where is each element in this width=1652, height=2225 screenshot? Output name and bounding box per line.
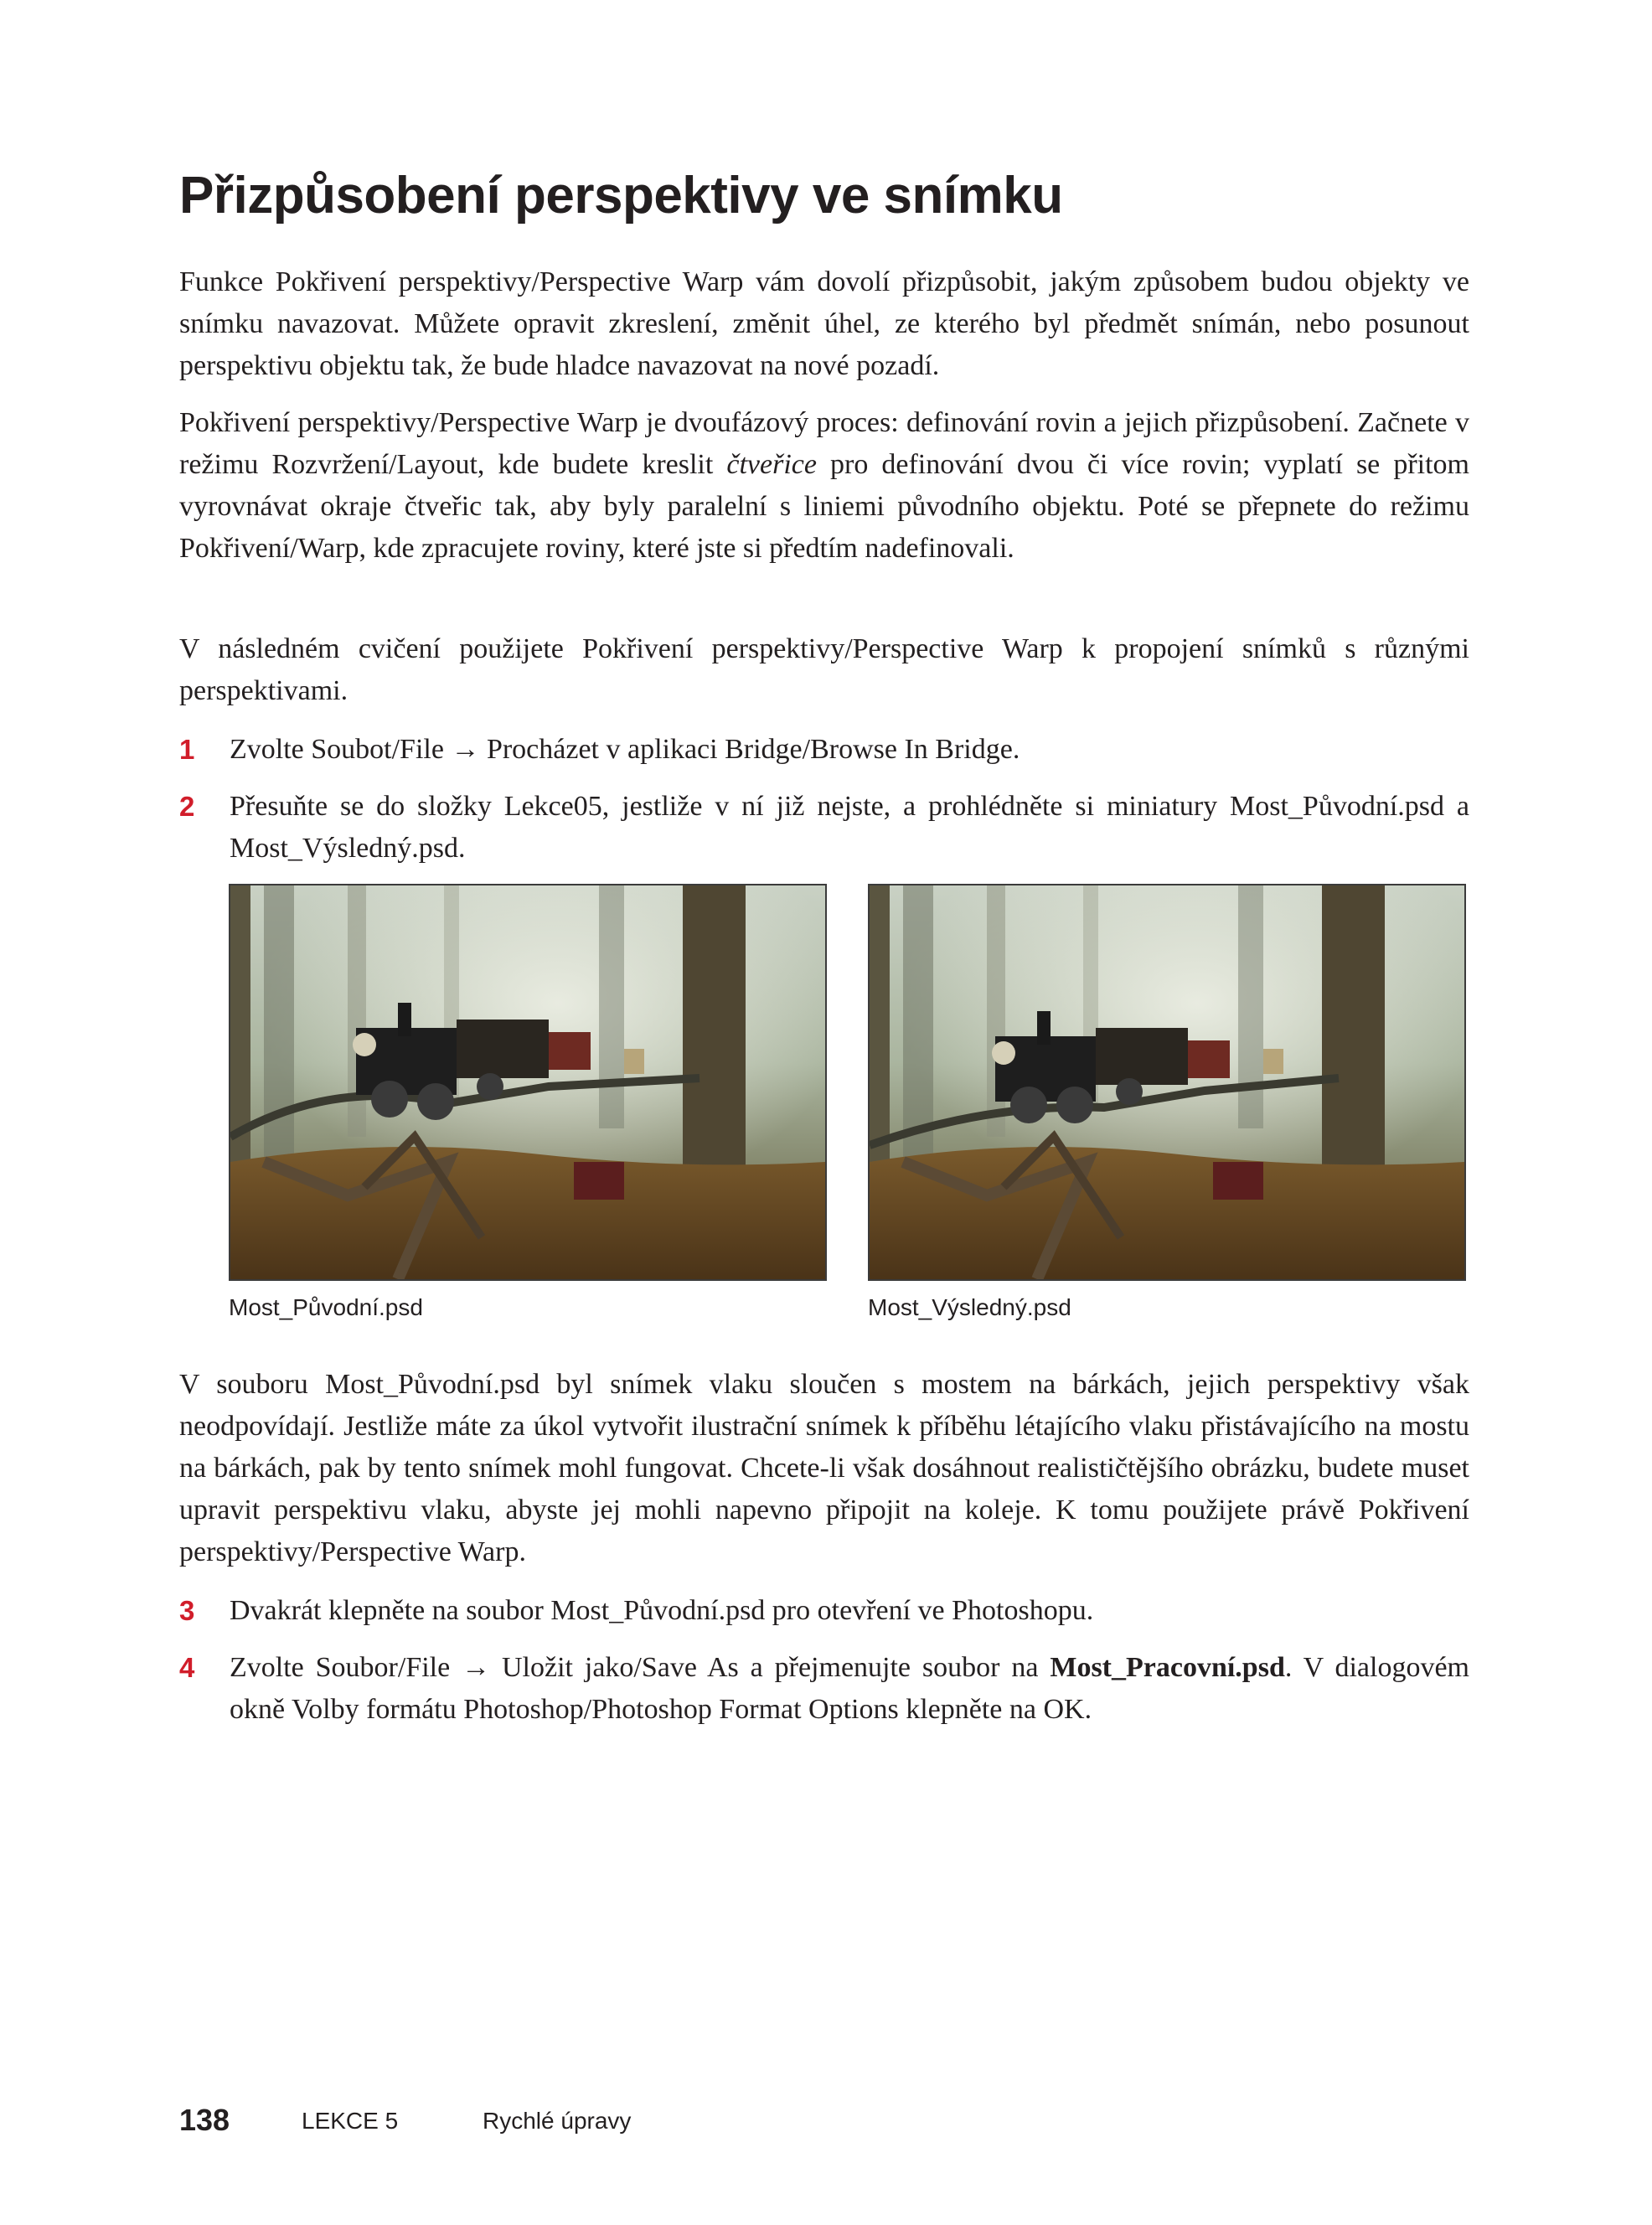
exercise-paragraph: V následném cvičení použijete Pokřivení perspektivy/Perspective Warp k propojení snímků s různými perspektivami. xyxy=(179,633,1469,706)
step-text: Přesuňte se do složky Lekce05, jestliže v ní již nejste, a prohlédněte si miniatury Most_Původní.psd a Most_Výsledný.psd. xyxy=(230,791,1469,864)
emphasis-term: čtveřice xyxy=(726,449,817,480)
step-text-start: Zvolte Soubor/File → Uložit jako/Save As a přejmenujte soubor na xyxy=(230,1652,1051,1683)
step-number: 3 xyxy=(179,1595,195,1626)
step-number: 2 xyxy=(179,791,195,822)
step-1 xyxy=(179,729,1469,771)
step-3 xyxy=(179,1590,1469,1632)
step-text: Dvakrát klepněte na soubor Most_Původní.psd pro otevření ve Photoshopu. xyxy=(230,1595,1094,1626)
section-label: Rychlé úpravy xyxy=(483,2108,632,2134)
figure-caption-result: Most_Výsledný.psd xyxy=(868,1294,1071,1320)
step-4 xyxy=(179,1647,1469,1731)
figure-caption-original: Most_Původní.psd xyxy=(229,1294,423,1320)
step-text-end: . V dialogovém okně Volby formátu Photoshop/Photoshop Format Options klepněte na OK. xyxy=(230,1652,1469,1725)
process-text-end: pro definování dvou či více rovin; vyplatí se přitom vyrovnávat okraje čtveřic tak, aby byly paralelní s liniemi původního objektu. Poté se přepnete do režimu Pokřivení/Warp, kde zpracujete roviny, které jste si předtím nadefinovali. xyxy=(179,449,1469,564)
step-text: Zvolte Soubot/File → Procházet v aplikaci Bridge/Browse In Bridge. xyxy=(230,734,1020,765)
chapter-label: LEKCE 5 xyxy=(302,2108,399,2134)
step-text xyxy=(230,1647,1469,1731)
page-number: 138 xyxy=(179,2103,230,2137)
step-number: 4 xyxy=(179,1652,195,1683)
step-number: 1 xyxy=(179,734,195,765)
step-2 xyxy=(179,786,1469,870)
filename-bold: Most_Pracovní.psd xyxy=(1050,1652,1285,1683)
train-bridge-photo-original xyxy=(230,885,825,1279)
page-title: Přizpůsobení perspektivy ve snímku xyxy=(179,167,1063,225)
process-text-start: Pokřivení perspektivy/Perspective Warp je dvoufázový proces: definování rovin a jejich přizpůsobení. Začnete v režimu Rozvržení/Layout, kde budete kreslit xyxy=(179,407,1469,480)
process-paragraph xyxy=(179,402,1469,570)
figure-result-image xyxy=(868,884,1466,1281)
intro-paragraph: Funkce Pokřivení perspektivy/Perspective Warp vám dovolí přizpůsobit, jakým způsobem budou objekty ve snímku navazovat. Můžete opravit zkreslení, změnit úhel, ze kterého byl předmět snímán, nebo posunout perspektivu objektu tak, že bude hladce navazovat na nové pozadí. xyxy=(179,266,1469,381)
figure-original-image xyxy=(229,884,827,1281)
composite-paragraph: V souboru Most_Původní.psd byl snímek vlaku sloučen s mostem na bárkách, jejich perspektivy však neodpovídají. Jestliže máte za úkol vytvořit ilustrační snímek k příběhu létajícího vlaku přistávajícího na mostu na bárkách, pak by tento snímek mohl fungovat. Chcete-li však dosáhnout realističtějšího obrázku, budete muset upravit perspektivu vlaku, abyste jej mohli napevno připojit na koleje. K tomu použijete právě Pokřivení perspektivy/Perspective Warp. xyxy=(179,1369,1469,1567)
train-bridge-photo-result xyxy=(870,885,1464,1279)
